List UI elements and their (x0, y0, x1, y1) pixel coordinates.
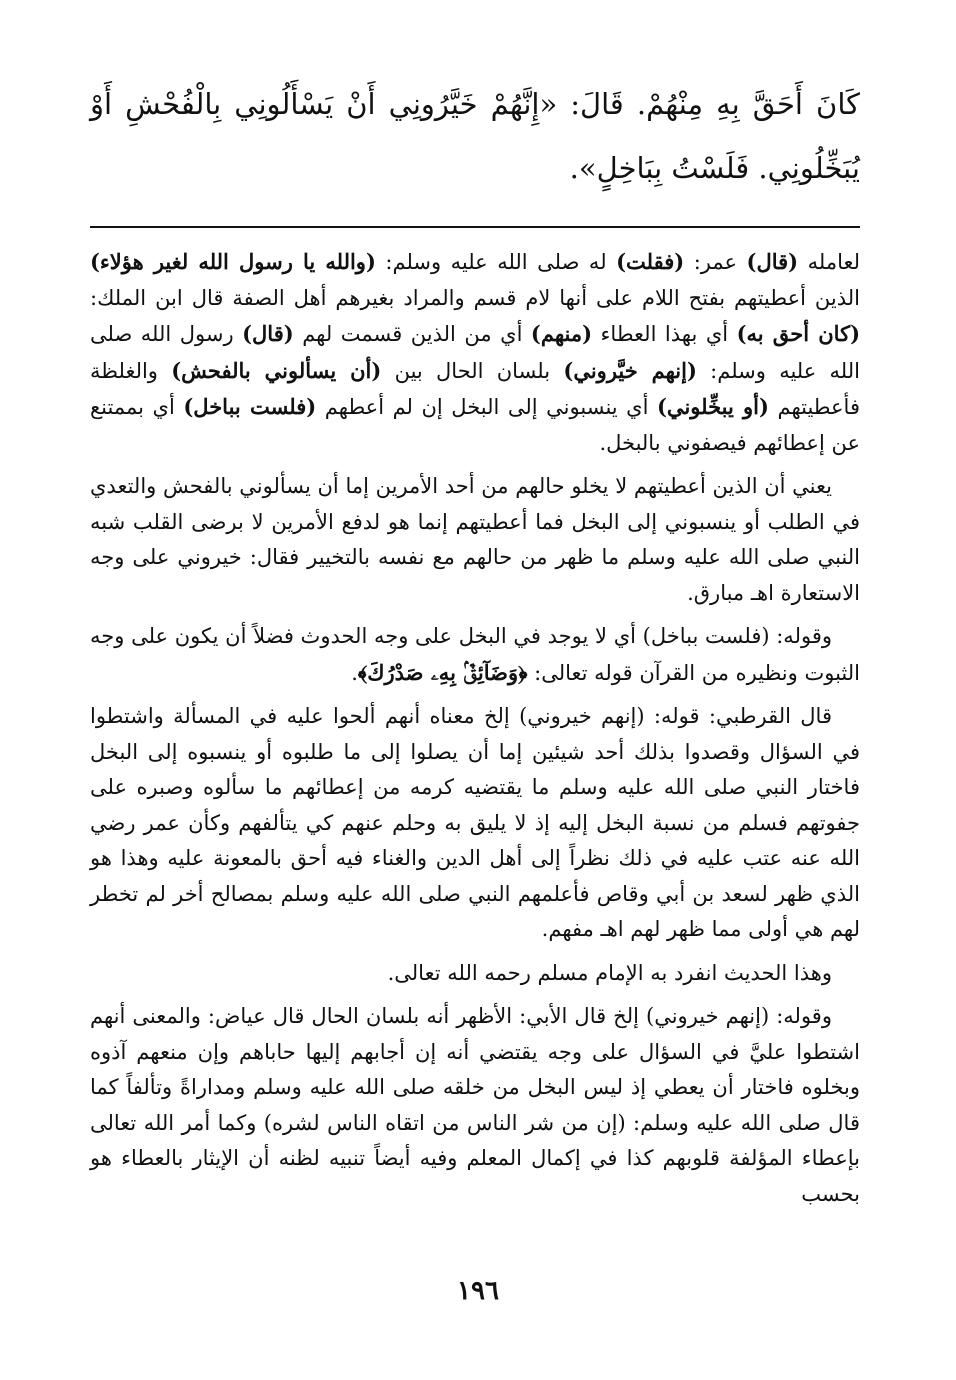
commentary-paragraph-4: قال القرطبي: قوله: (إنهم خيروني) إلخ معناه أنهم ألحوا عليه في المسألة واشتطوا في السؤال وقصدوا بذلك أحد شيئين إما أن يصلوا إلى ما طلبوه أو ينسبوه إلى البخل فاختار النبي صلى الله عليه وسلم ما يقتضيه كرمه من إعطائهم ما سألوه وصبره على جفوتهم فسلم من نسبة البخل إليه إذ لا يليق به وحلم عنهم كي يتألفهم وكأن عمر رضي الله عنه عتب عليه في ذلك نظراً إلى أهل الدين والغناء فيه أحق بالمعونة عليه وهذا هو الذي ظهر لسعد بن أبي وقاص فأعلمهم النبي صلى الله عليه وسلم بمصالح أخر لم تخطر لهم هي أولى مما ظهر لهم اهـ مفهم. (90, 704, 860, 941)
commentary-paragraph-1: لعامله (قال) عمر: (فقلت) له صلى الله عليه وسلم: (والله يا رسول الله لغير هؤلاء) الذين أعطيتهم بفتح اللام على أنها لام قسم والمراد بغيرهم أهل الصفة قال ابن الملك: (كان أحق به) أي بهذا العطاء (منهم) أي من الذين قسمت لهم (قال) رسول الله صلى الله عليه وسلم: (إنهم خيَّروني) بلسان الحال بين (أن يسألوني بالفحش) والغلظة فأعطيتهم (أو يبخِّلوني) أي ينسبوني إلى البخل إن لم أعطهم (فلست بباخل) أي بممتنع عن إعطائهم فيصفوني بالبخل. (90, 249, 861, 455)
page-number: ١٩٦ (457, 1276, 499, 1306)
quran-verse: ﴿وَضَآئِقٌۢ بِهِۦ صَدْرُكَ﴾ (357, 659, 528, 685)
commentary-paragraph-5: وهذا الحديث انفرد به الإمام مسلم رحمه الله تعالى. (387, 960, 832, 985)
commentary-paragraph-2: يعني أن الذين أعطيتهم لا يخلو حالهم من أحد الأمرين إما أن يسألوني بالفحش والتعدي في الطلب أو ينسبوني إلى البخل فما أعطيتهم إنما هو لدفع الأمرين لا برضى القلب شبه النبي صلى الله عليه وسلم ما ظهر من حالهم مع نفسه بالتخيير فقال: خيروني على وجه الاستعارة اهـ مبارق. (90, 474, 860, 605)
footnote-divider (90, 226, 860, 228)
commentary (90, 244, 860, 1212)
commentary-paragraph-3: وقوله: (فلست بباخل) أي لا يوجد في البخل على وجه الحدوث فضلاً أن يكون على وجه الثبوت ونظيره من القرآن قوله تعالى: ﴿وَضَآئِقٌۢ بِهِۦ صَدْرُكَ﴾. (90, 624, 860, 685)
commentary-paragraph-6: وقوله: (إنهم خيروني) إلخ قال الأبي: الأظهر أنه بلسان الحال قال عياض: والمعنى أنهم اشتطوا عليَّ في السؤال على وجه يقتضي أنه إن أجابهم إليها حاباهم وإن منعهم آذوه وبخلوه فاختار أن يعطي إذ ليس البخل من خلقه صلى الله عليه وسلم ومداراةً وتألفاً كما قال صلى الله عليه وسلم: (إن من شر الناس من اتقاه الناس لشره) وكما أمر الله تعالى بإعطاء المؤلفة قلوبهم كذا في إكمال المعلم وفيه أيضاً تنبيه لظنه أن الإيثار بالعطاء هو بحسب (90, 1004, 860, 1206)
hadith-text: كَانَ أَحَقَّ بِهِ مِنْهُمْ. قَالَ: «إِنَّهُمْ خَيَّرُونِي أَنْ يَسْأَلُونِي بِالْفُحْشِ أَوْ يُبَخِّلُونِي. فَلَسْتُ بِبَاخِلٍ». (90, 87, 860, 185)
page-body (90, 60, 860, 1220)
